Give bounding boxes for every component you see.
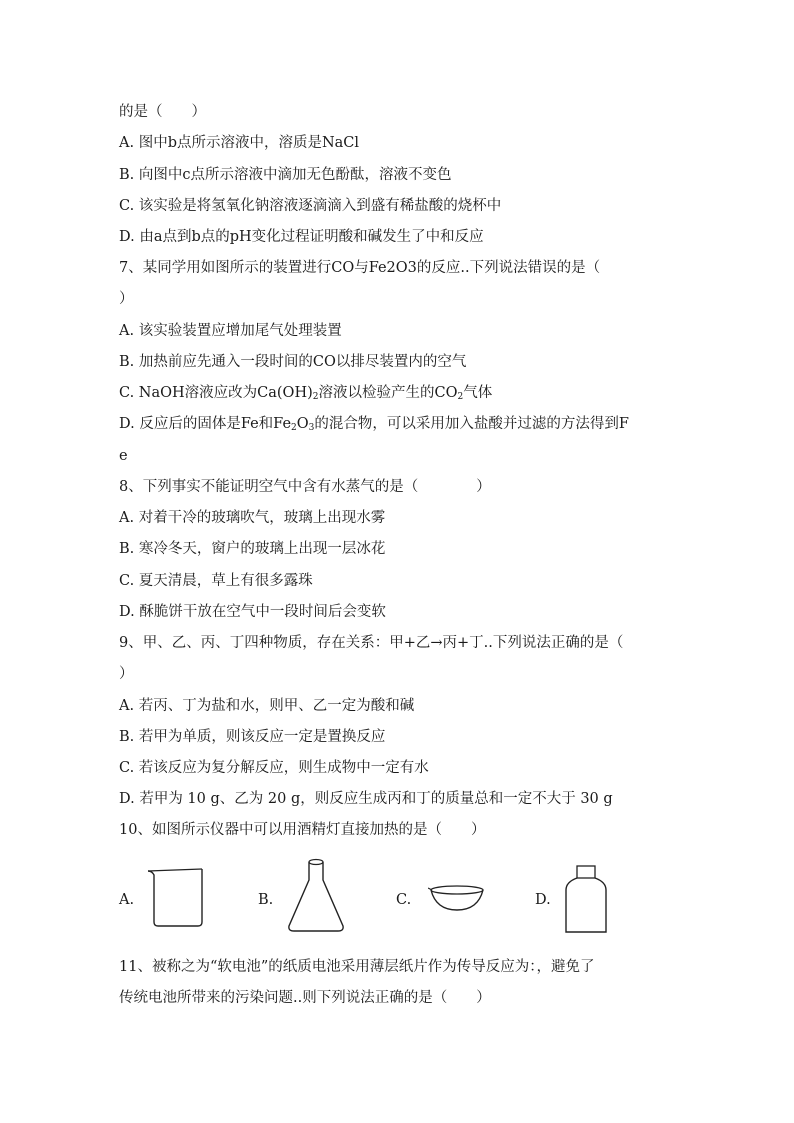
subscript-3: 3 — [308, 423, 315, 433]
subscript-2: 2 — [291, 423, 297, 433]
q8-option-b: B. 寒冷冬天，窗户的玻璃上出现一层冰花 — [119, 541, 386, 557]
q6-option-a: A. 图中b点所示溶液中，溶质是NaCl — [119, 135, 360, 151]
q10-option-c-label: C. — [396, 892, 412, 908]
q7-option-c-part3: 气体 — [463, 385, 493, 401]
reagent-bottle-icon — [562, 864, 610, 936]
q10-stem: 10、如图所示仪器中可以用酒精灯直接加热的是（ ） — [119, 822, 486, 838]
q7-stem-end: ） — [119, 291, 134, 307]
q7-option-a: A. 该实验装置应增加尾气处理装置 — [119, 323, 342, 339]
subscript-2: 2 — [312, 392, 319, 402]
q7-option-d-part1: D. 反应后的固体是Fe和Fe — [119, 416, 292, 432]
q8-option-a: A. 对着干冷的玻璃吹气，玻璃上出现水雾 — [119, 510, 386, 526]
evaporating-dish-icon — [428, 884, 486, 914]
q9-stem: 9、甲、乙、丙、丁四种物质，存在关系：甲+乙→丙+丁..下列说法正确的是（ — [119, 635, 624, 651]
q9-option-d: D. 若甲为 10 g、乙为 20 g，则反应生成丙和丁的质量总和一定不大于 30 g — [119, 791, 613, 807]
q11-stem: 11、被称之为“软电池”的纸质电池采用薄层纸片作为传导反应为：，避免了 — [119, 959, 595, 975]
q8-option-c: C. 夏天清晨，草上有很多露珠 — [119, 573, 313, 589]
q9-stem-end: ） — [119, 666, 134, 682]
q10-option-d-label: D. — [535, 892, 551, 908]
q6-option-c: C. 该实验是将氢氧化钠溶液逐滴滴入到盛有稀盐酸的烧杯中 — [119, 198, 502, 214]
q10-option-b-label: B. — [258, 892, 274, 908]
q6-option-d: D. 由a点到b点的pH变化过程证明酸和碱发生了中和反应 — [119, 229, 484, 245]
q7-option-b: B. 加热前应先通入一段时间的CO以排尽装置内的空气 — [119, 354, 467, 370]
subscript-2: 2 — [457, 392, 464, 402]
q7-option-d — [119, 414, 629, 434]
letter-o: O — [296, 416, 309, 432]
q8-option-d: D. 酥脆饼干放在空气中一段时间后会变软 — [119, 604, 386, 620]
conical-flask-icon — [286, 858, 346, 934]
q7-option-c-part2: 溶液以检验产生的CO — [318, 385, 458, 401]
q8-stem: 8、下列事实不能证明空气中含有水蒸气的是（ ） — [119, 479, 491, 495]
beaker-icon — [146, 866, 208, 928]
q10-figure-options — [0, 858, 794, 938]
q7-option-d-wrap: e — [119, 448, 128, 464]
q7-option-c — [119, 383, 492, 403]
q10-option-a-label: A. — [119, 892, 135, 908]
q6-option-b: B. 向图中c点所示溶液中滴加无色酚酞，溶液不变色 — [119, 167, 452, 183]
q7-option-c-part1: C. NaOH溶液应改为Ca(OH) — [119, 385, 313, 401]
q9-option-b: B. 若甲为单质，则该反应一定是置换反应 — [119, 729, 386, 745]
q6-stem-end: 的是（ ） — [119, 104, 206, 120]
q7-stem: 7、某同学用如图所示的装置进行CO与Fe2O3的反应..下列说法错误的是（ — [119, 260, 601, 276]
q9-option-c: C. 若该反应为复分解反应，则生成物中一定有水 — [119, 760, 429, 776]
q9-option-a: A. 若丙、丁为盐和水，则甲、乙一定为酸和碱 — [119, 698, 415, 714]
q11-stem-cont: 传统电池所带来的污染问题..则下列说法正确的是（ ） — [119, 990, 491, 1006]
q7-option-d-part2: 的混合物，可以采用加入盐酸并过滤的方法得到F — [314, 416, 629, 432]
